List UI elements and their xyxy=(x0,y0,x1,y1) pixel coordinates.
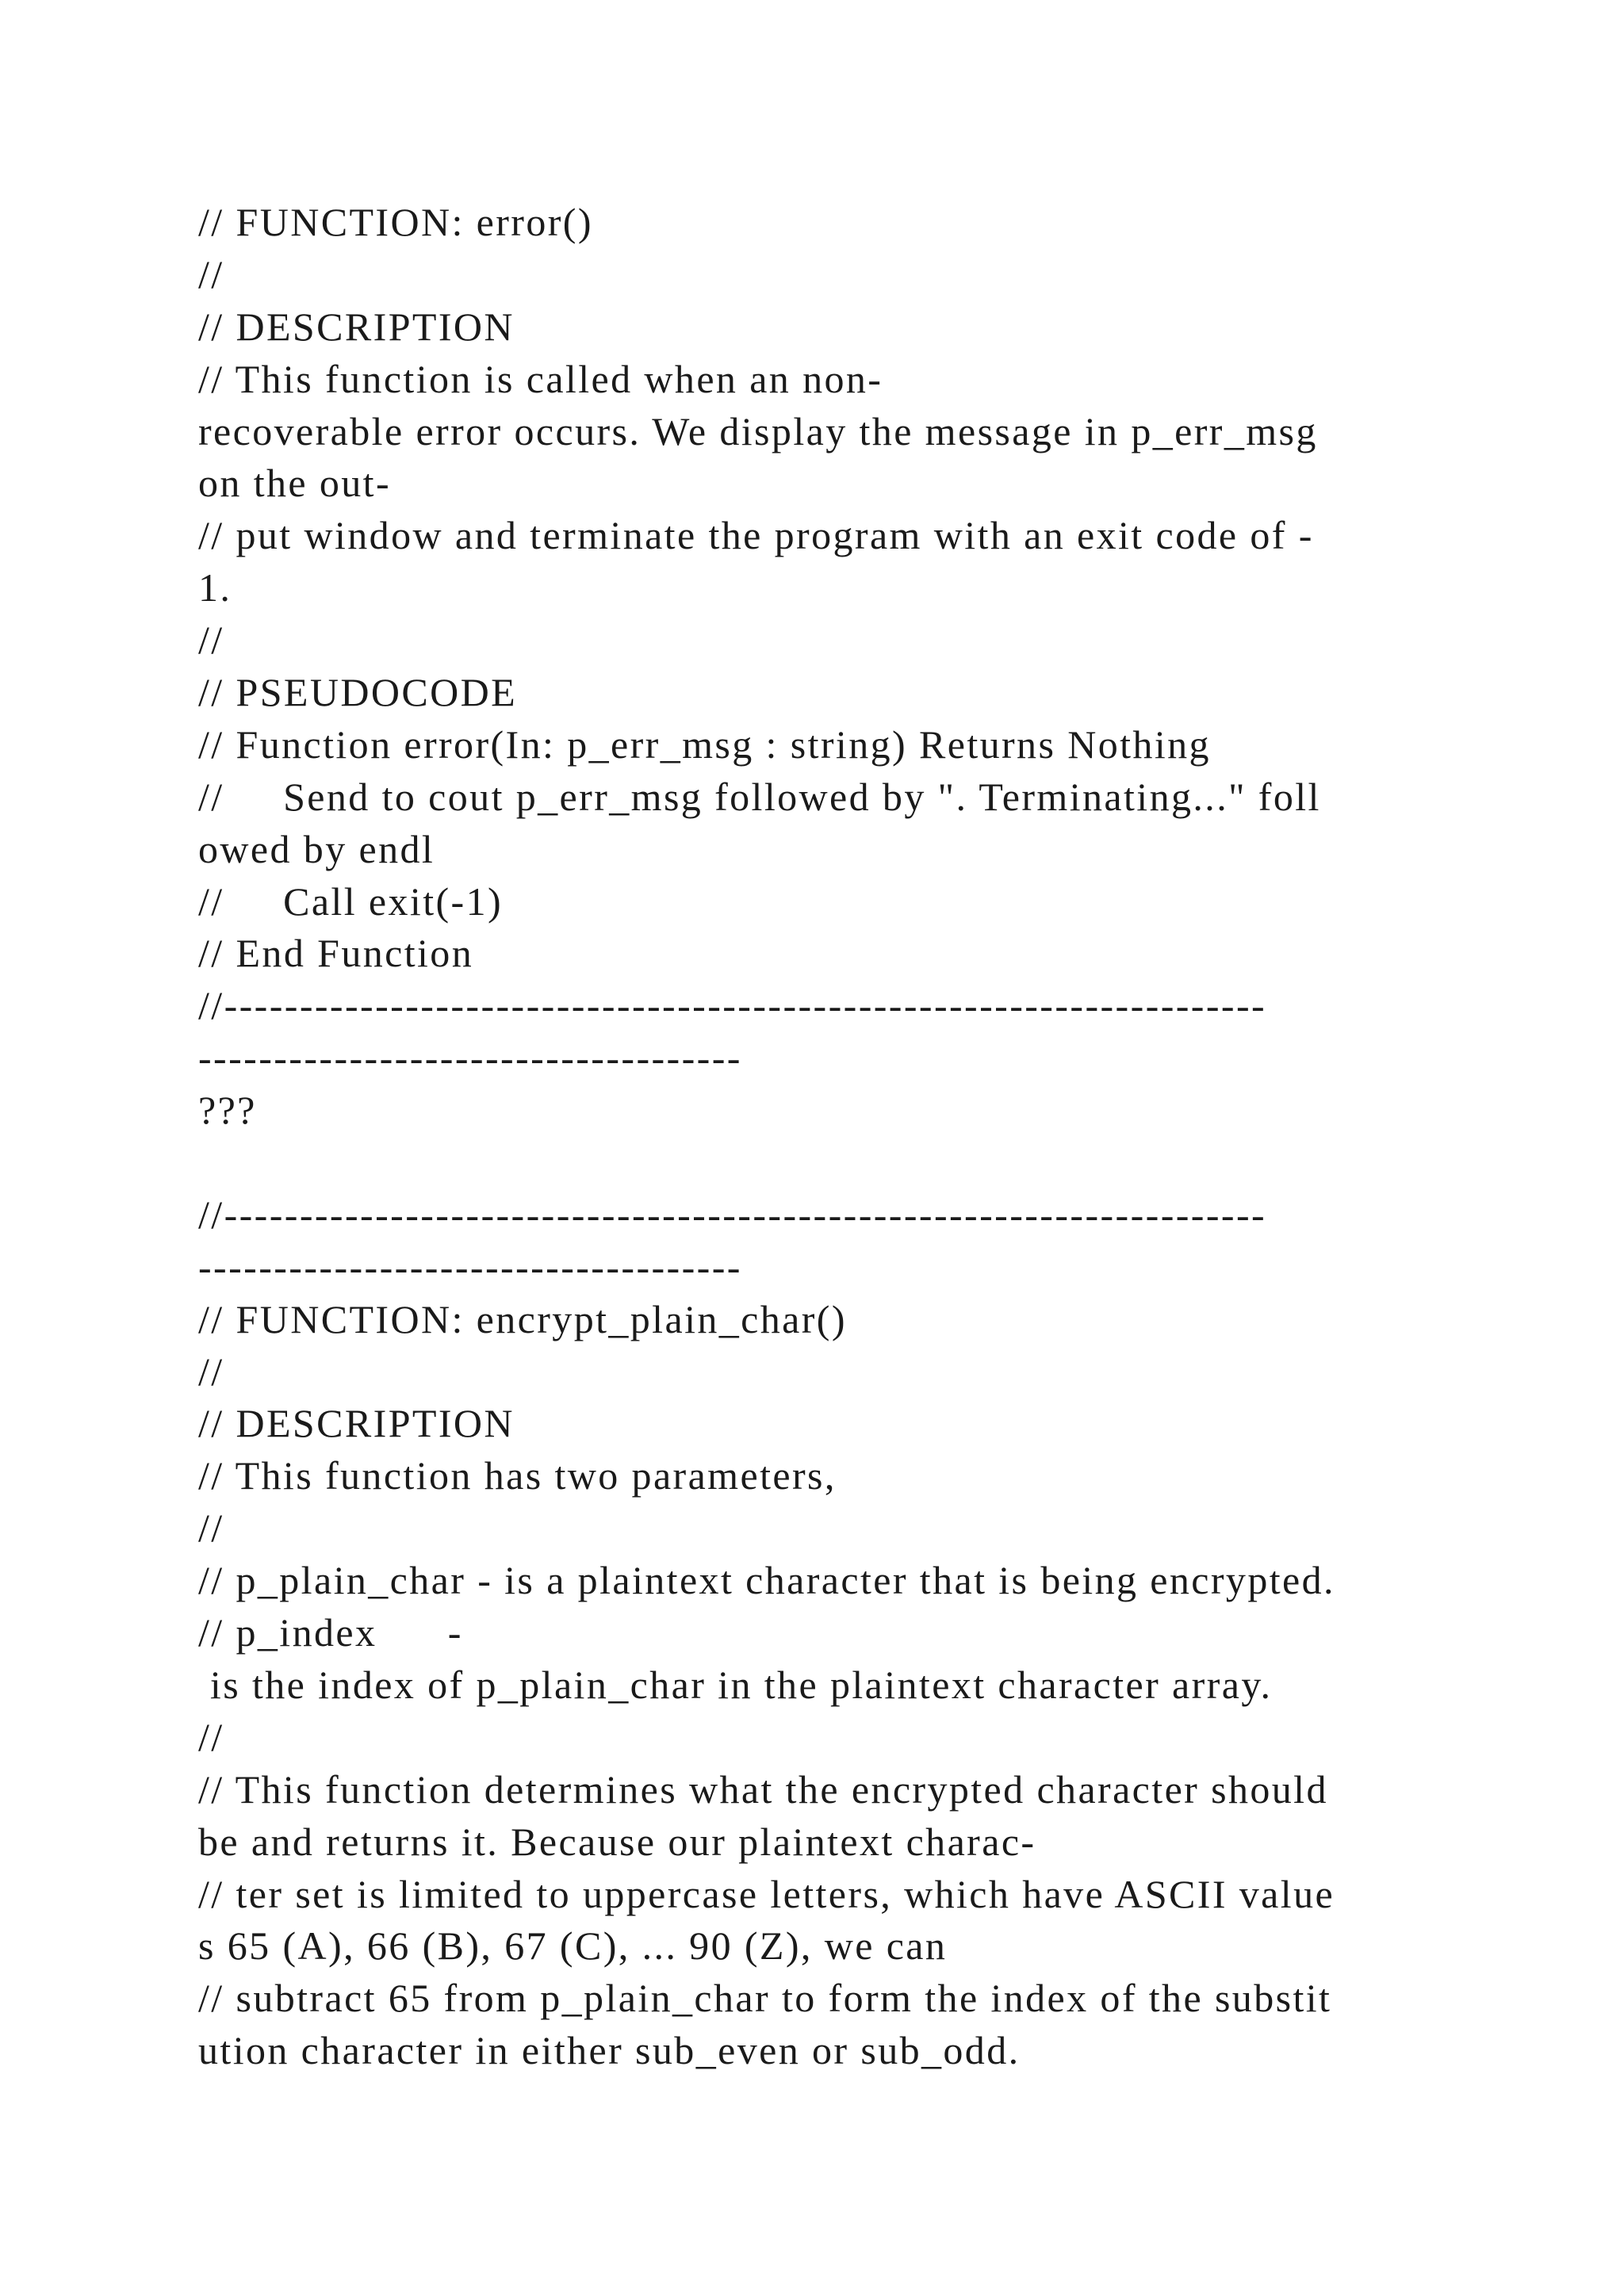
text-line: // Function error(In: p_err_msg : string) Returns Nothing xyxy=(198,721,1211,767)
text-line: // End Function xyxy=(198,931,474,976)
text-line: ution character in either sub_even or sub_odd. xyxy=(198,2028,1021,2073)
separator-line: //--------------------------------------------------------------------- xyxy=(198,983,1267,1028)
text-line: recoverable error occurs. We display the message in p_err_msg xyxy=(198,408,1318,453)
text-line: // PSEUDOCODE xyxy=(198,670,518,715)
text-line: // ter set is limited to uppercase letters, which have ASCII value xyxy=(198,1871,1335,1916)
text-line: is the index of p_plain_char in the plaintext character array. xyxy=(198,1662,1273,1707)
separator-line: ------------------------------------ xyxy=(198,1244,742,1289)
text-line: // subtract 65 from p_plain_char to form the index of the substit xyxy=(198,1976,1332,2021)
text-line: // put window and terminate the program with an exit code of - xyxy=(198,513,1314,558)
text-line: be and returns it. Because our plaintext charac- xyxy=(198,1819,1036,1864)
text-line: // This function has two parameters, xyxy=(198,1453,837,1498)
text-line: ??? xyxy=(198,1088,257,1133)
text-line: on the out- xyxy=(198,461,392,506)
text-line: s 65 (A), 66 (B), 67 (C), ... 90 (Z), we can xyxy=(198,1923,948,1969)
text-line: // Call exit(-1) xyxy=(198,878,504,924)
blank-line xyxy=(198,1137,1507,1189)
text-line: // xyxy=(198,1506,224,1551)
text-line: // This function is called when an non- xyxy=(198,356,883,401)
separator-line: ------------------------------------ xyxy=(198,1035,742,1081)
text-line: owed by endl xyxy=(198,826,435,871)
text-line: // p_index - xyxy=(198,1610,463,1655)
text-line: // xyxy=(198,1349,224,1394)
text-line: // FUNCTION: error() xyxy=(198,200,593,244)
text-line: // xyxy=(198,1714,224,1759)
text-line: // p_plain_char - is a plaintext character that is being encrypted. xyxy=(198,1558,1335,1603)
text-line: // Send to cout p_err_msg followed by ". Terminating..." foll xyxy=(198,774,1321,819)
separator-line: //--------------------------------------------------------------------- xyxy=(198,1192,1267,1237)
text-line: 1. xyxy=(198,565,232,610)
text-line: // FUNCTION: encrypt_plain_char() xyxy=(198,1296,847,1341)
text-line: // DESCRIPTION xyxy=(198,304,515,349)
document-text xyxy=(198,197,1507,2077)
text-line: // xyxy=(198,618,224,663)
text-line: // DESCRIPTION xyxy=(198,1401,515,1446)
text-line: // xyxy=(198,251,224,297)
text-line: // This function determines what the encrypted character should xyxy=(198,1766,1328,1812)
